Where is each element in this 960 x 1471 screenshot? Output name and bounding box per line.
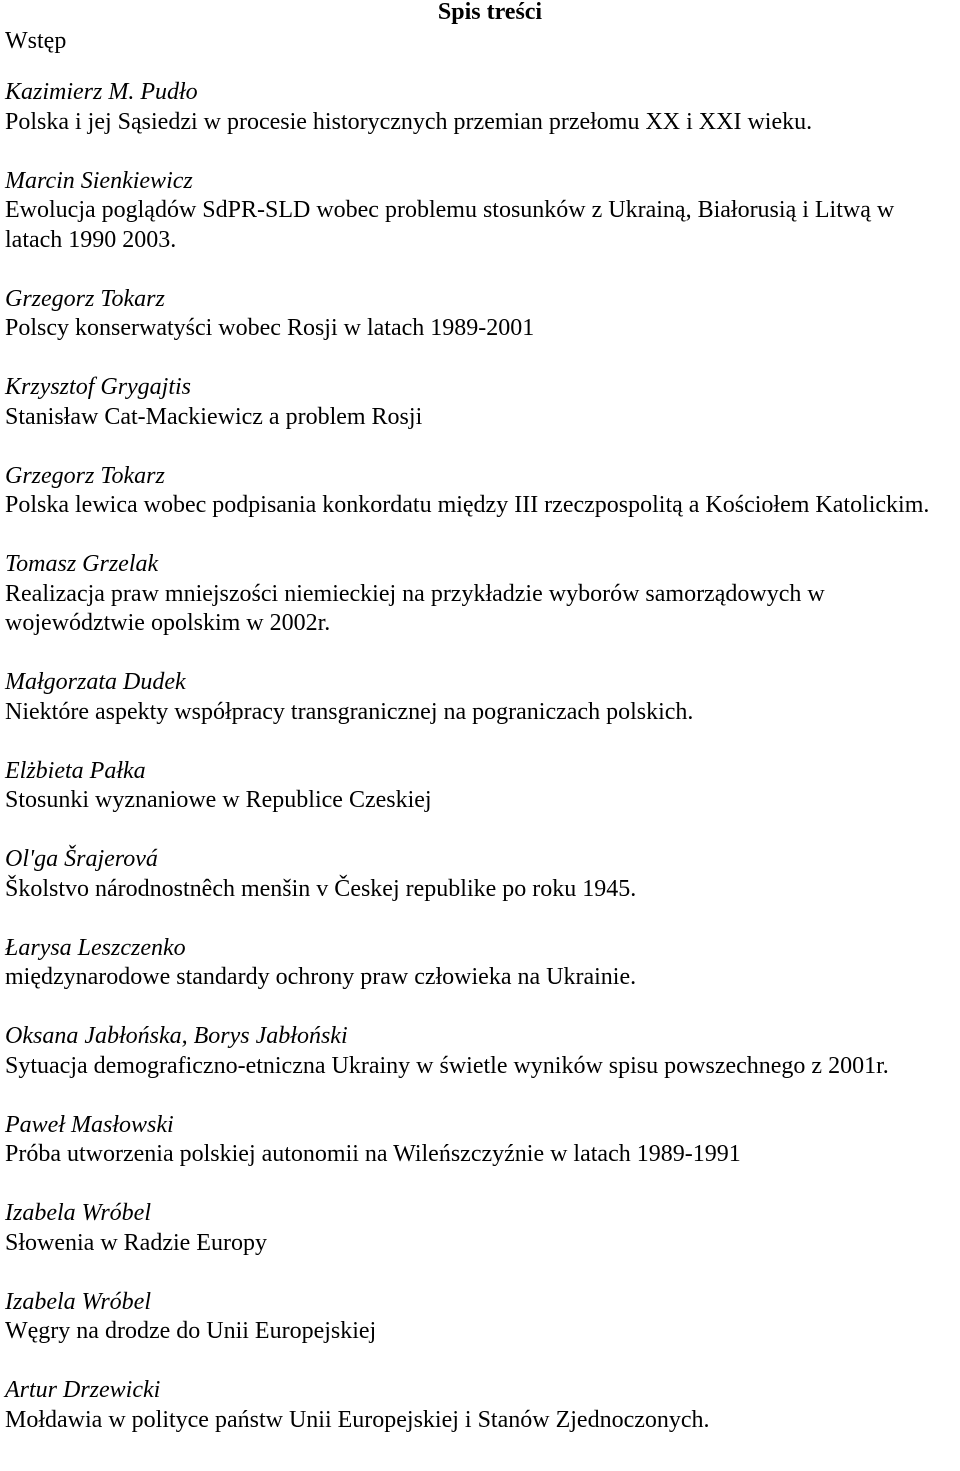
entry-author: Elżbieta Pałka bbox=[5, 757, 146, 784]
entry-author: Tomasz Grzelak bbox=[5, 551, 159, 577]
entry-title: Sytuacja demograficzno-etniczna Ukrainy w świetle wyników spisu powszechnego z 2001r. bbox=[5, 1052, 889, 1079]
entry-author: Ol'ga Šrajerová bbox=[5, 846, 158, 872]
toc-entry bbox=[5, 373, 955, 432]
entry-author: Marcin Sienkiewicz bbox=[5, 167, 193, 194]
entry-author: Paweł Masłowski bbox=[5, 1111, 174, 1138]
entry-author: Grzegorz Tokarz bbox=[5, 462, 165, 489]
toc-entry bbox=[5, 757, 955, 816]
toc-entry bbox=[5, 668, 955, 727]
entry-title: Stanisław Cat-Mackiewicz a problem Rosji bbox=[5, 403, 423, 430]
toc-entry bbox=[5, 1376, 955, 1435]
toc-entry bbox=[5, 845, 955, 904]
toc-entry bbox=[5, 1199, 955, 1258]
entry-author: Izabela Wróbel bbox=[5, 1288, 151, 1315]
toc-entry bbox=[5, 285, 955, 344]
entry-author: Kazimierz M. Pudło bbox=[5, 79, 198, 105]
toc-entry bbox=[5, 167, 955, 256]
entry-title: międzynarodowe standardy ochrony praw człowieka na Ukrainie. bbox=[5, 964, 637, 990]
entry-author: Małgorzata Dudek bbox=[5, 669, 186, 695]
toc-entry bbox=[5, 1288, 955, 1347]
entry-title: Mołdawia w polityce państw Unii Europejskiej i Stanów Zjednoczonych. bbox=[5, 1406, 710, 1433]
toc-entry bbox=[5, 462, 955, 521]
entry-author: Łarysa Leszczenko bbox=[5, 934, 186, 961]
entry-author: Izabela Wróbel bbox=[5, 1200, 151, 1226]
entry-title: Realizacja praw mniejszości niemieckiej na przykładzie wyborów samorządowych w województwie opolskim w 2002r. bbox=[5, 580, 825, 636]
entry-title: Słowenia w Radzie Europy bbox=[5, 1229, 267, 1256]
table-of-contents bbox=[5, 78, 955, 1465]
intro-heading: Wstęp bbox=[5, 28, 67, 54]
entry-author: Oksana Jabłońska, Borys Jabłoński bbox=[5, 1023, 348, 1049]
toc-entry bbox=[5, 934, 955, 993]
entry-author: Krzysztof Grygajtis bbox=[5, 374, 192, 400]
entry-title: Węgry na drodze do Unii Europejskiej bbox=[5, 1318, 377, 1344]
entry-title: Polska lewica wobec podpisania konkordatu między III rzeczpospolitą a Kościołem Katolickim. bbox=[5, 492, 930, 518]
entry-author: Grzegorz Tokarz bbox=[5, 285, 165, 312]
entry-title: Polscy konserwatyści wobec Rosji w latach 1989-2001 bbox=[5, 315, 535, 341]
entry-author: Artur Drzewicki bbox=[5, 1377, 161, 1403]
entry-title: Niektóre aspekty współpracy transgranicznej na pograniczach polskich. bbox=[5, 698, 694, 725]
entry-title: Školstvo národnostnêch menšin v Českej republike po roku 1945. bbox=[5, 875, 637, 902]
entry-title: Polska i jej Sąsiedzi w procesie historycznych przemian przełomu XX i XXI wieku. bbox=[5, 108, 813, 135]
entry-title: Próba utworzenia polskiej autonomii na Wileńszczyźnie w latach 1989-1991 bbox=[5, 1141, 741, 1167]
entry-title: Stosunki wyznaniowe w Republice Czeskiej bbox=[5, 787, 432, 813]
toc-entry bbox=[5, 78, 955, 137]
toc-entry bbox=[5, 1022, 955, 1081]
page-title: Spis treści bbox=[437, 0, 543, 25]
toc-entry bbox=[5, 1111, 955, 1170]
entry-title: Ewolucja poglądów SdPR-SLD wobec problemu stosunków z Ukrainą, Białorusią i Litwą w latach 1990 2003. bbox=[5, 197, 895, 253]
toc-entry bbox=[5, 550, 955, 639]
